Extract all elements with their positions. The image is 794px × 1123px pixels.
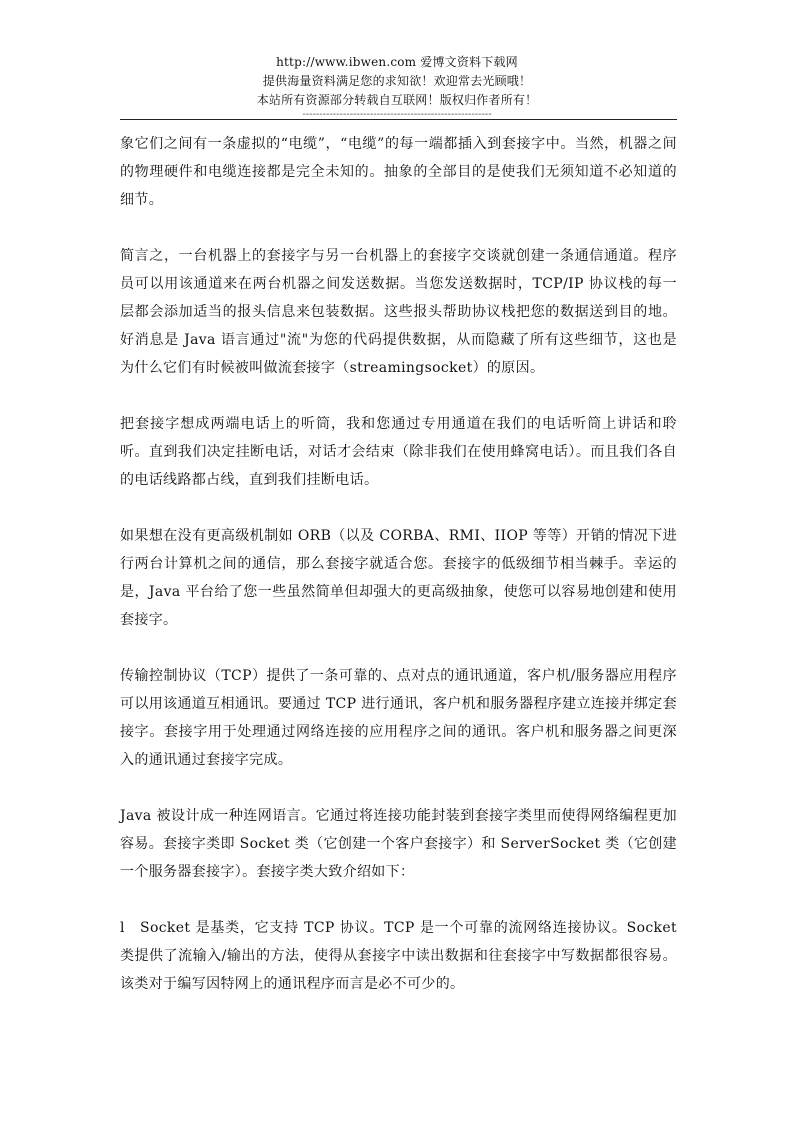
site-url-line: http://www.ibwen.com 爱博文资料下载网 xyxy=(276,55,518,69)
paragraph-tcp: 传输控制协议（TCP）提供了一条可靠的、点对点的通讯通道，客户机/服务器应用程序可以用该通道互相通讯。要通过 TCP 进行通讯，客户机和服务器程序建立连接并绑定套接字。套接字用于处理通过网络连接的应用程序之间的通讯。客户机和服务器之间更深入的通讯通过套接字完成。 xyxy=(120,668,677,768)
list-item-socket-class: l Socket 是基类，它支持 TCP 协议。TCP 是一个可靠的流网络连接协议。Socket 类提供了流输入/输出的方法，使得从套接字中读出数据和往套接字中写数据都很容易。该类对于编写因特网上的通讯程序而言是必不可少的。 xyxy=(120,920,677,992)
paragraph-java-networking: Java 被设计成一种连网语言。它通过将连接功能封装到套接字类里而使得网络编程更加容易。套接字类即 Socket 类（它创建一个客户套接字）和 ServerSocket 类（它创建一个服务器套接字）。套接字类大致介绍如下： xyxy=(120,808,677,880)
slogan-line: 提供海量资料满足您的求知欲！欢迎常去光顾哦！ xyxy=(262,74,532,88)
header-dashed-divider: -------------------------------------------------------- xyxy=(302,110,492,120)
header-rule xyxy=(120,119,677,120)
paragraph-communication-channel: 简言之，一台机器上的套接字与另一台机器上的套接字交谈就创建一条通信通道。程序员可以用该通道来在两台机器之间发送数据。当您发送数据时，TCP/IP 协议栈的每一层都会添加适当的报头信息来包装数据。这些报头帮助协议栈把您的数据送到目的地。好消息是 Java 语言通过"流"为您的代码提供数据，从而隐藏了所有这些细节，这也是为什么它们有时候被叫做流套接字（streamingsocket）的原因。 xyxy=(120,248,677,376)
paragraph-when-to-use-sockets: 如果想在没有更高级机制如 ORB（以及 CORBA、RMI、IIOP 等等）开销的情况下进行两台计算机之间的通信，那么套接字就适合您。套接字的低级细节相当棘手。幸运的是，Java 平台给了您一些虽然简单但却强大的更高级抽象，使您可以容易地创建和使用套接字。 xyxy=(120,528,677,628)
copyright-notice-line: 本站所有资源部分转载自互联网！版权归作者所有！ xyxy=(256,93,538,107)
document-body xyxy=(120,130,677,998)
paragraph-telephone-analogy: 把套接字想成两端电话上的听筒，我和您通过专用通道在我们的电话听筒上讲话和聆听。直到我们决定挂断电话，对话才会结束（除非我们在使用蜂窝电话）。而且我们各自的电话线路都占线，直到我们挂断电话。 xyxy=(120,416,677,488)
page-header xyxy=(0,53,794,120)
paragraph-virtual-cable: 象它们之间有一条虚拟的“电缆”，“电缆”的每一端都插入到套接字中。当然，机器之间的物理硬件和电缆连接都是完全未知的。抽象的全部目的是使我们无须知道不必知道的细节。 xyxy=(120,136,677,208)
